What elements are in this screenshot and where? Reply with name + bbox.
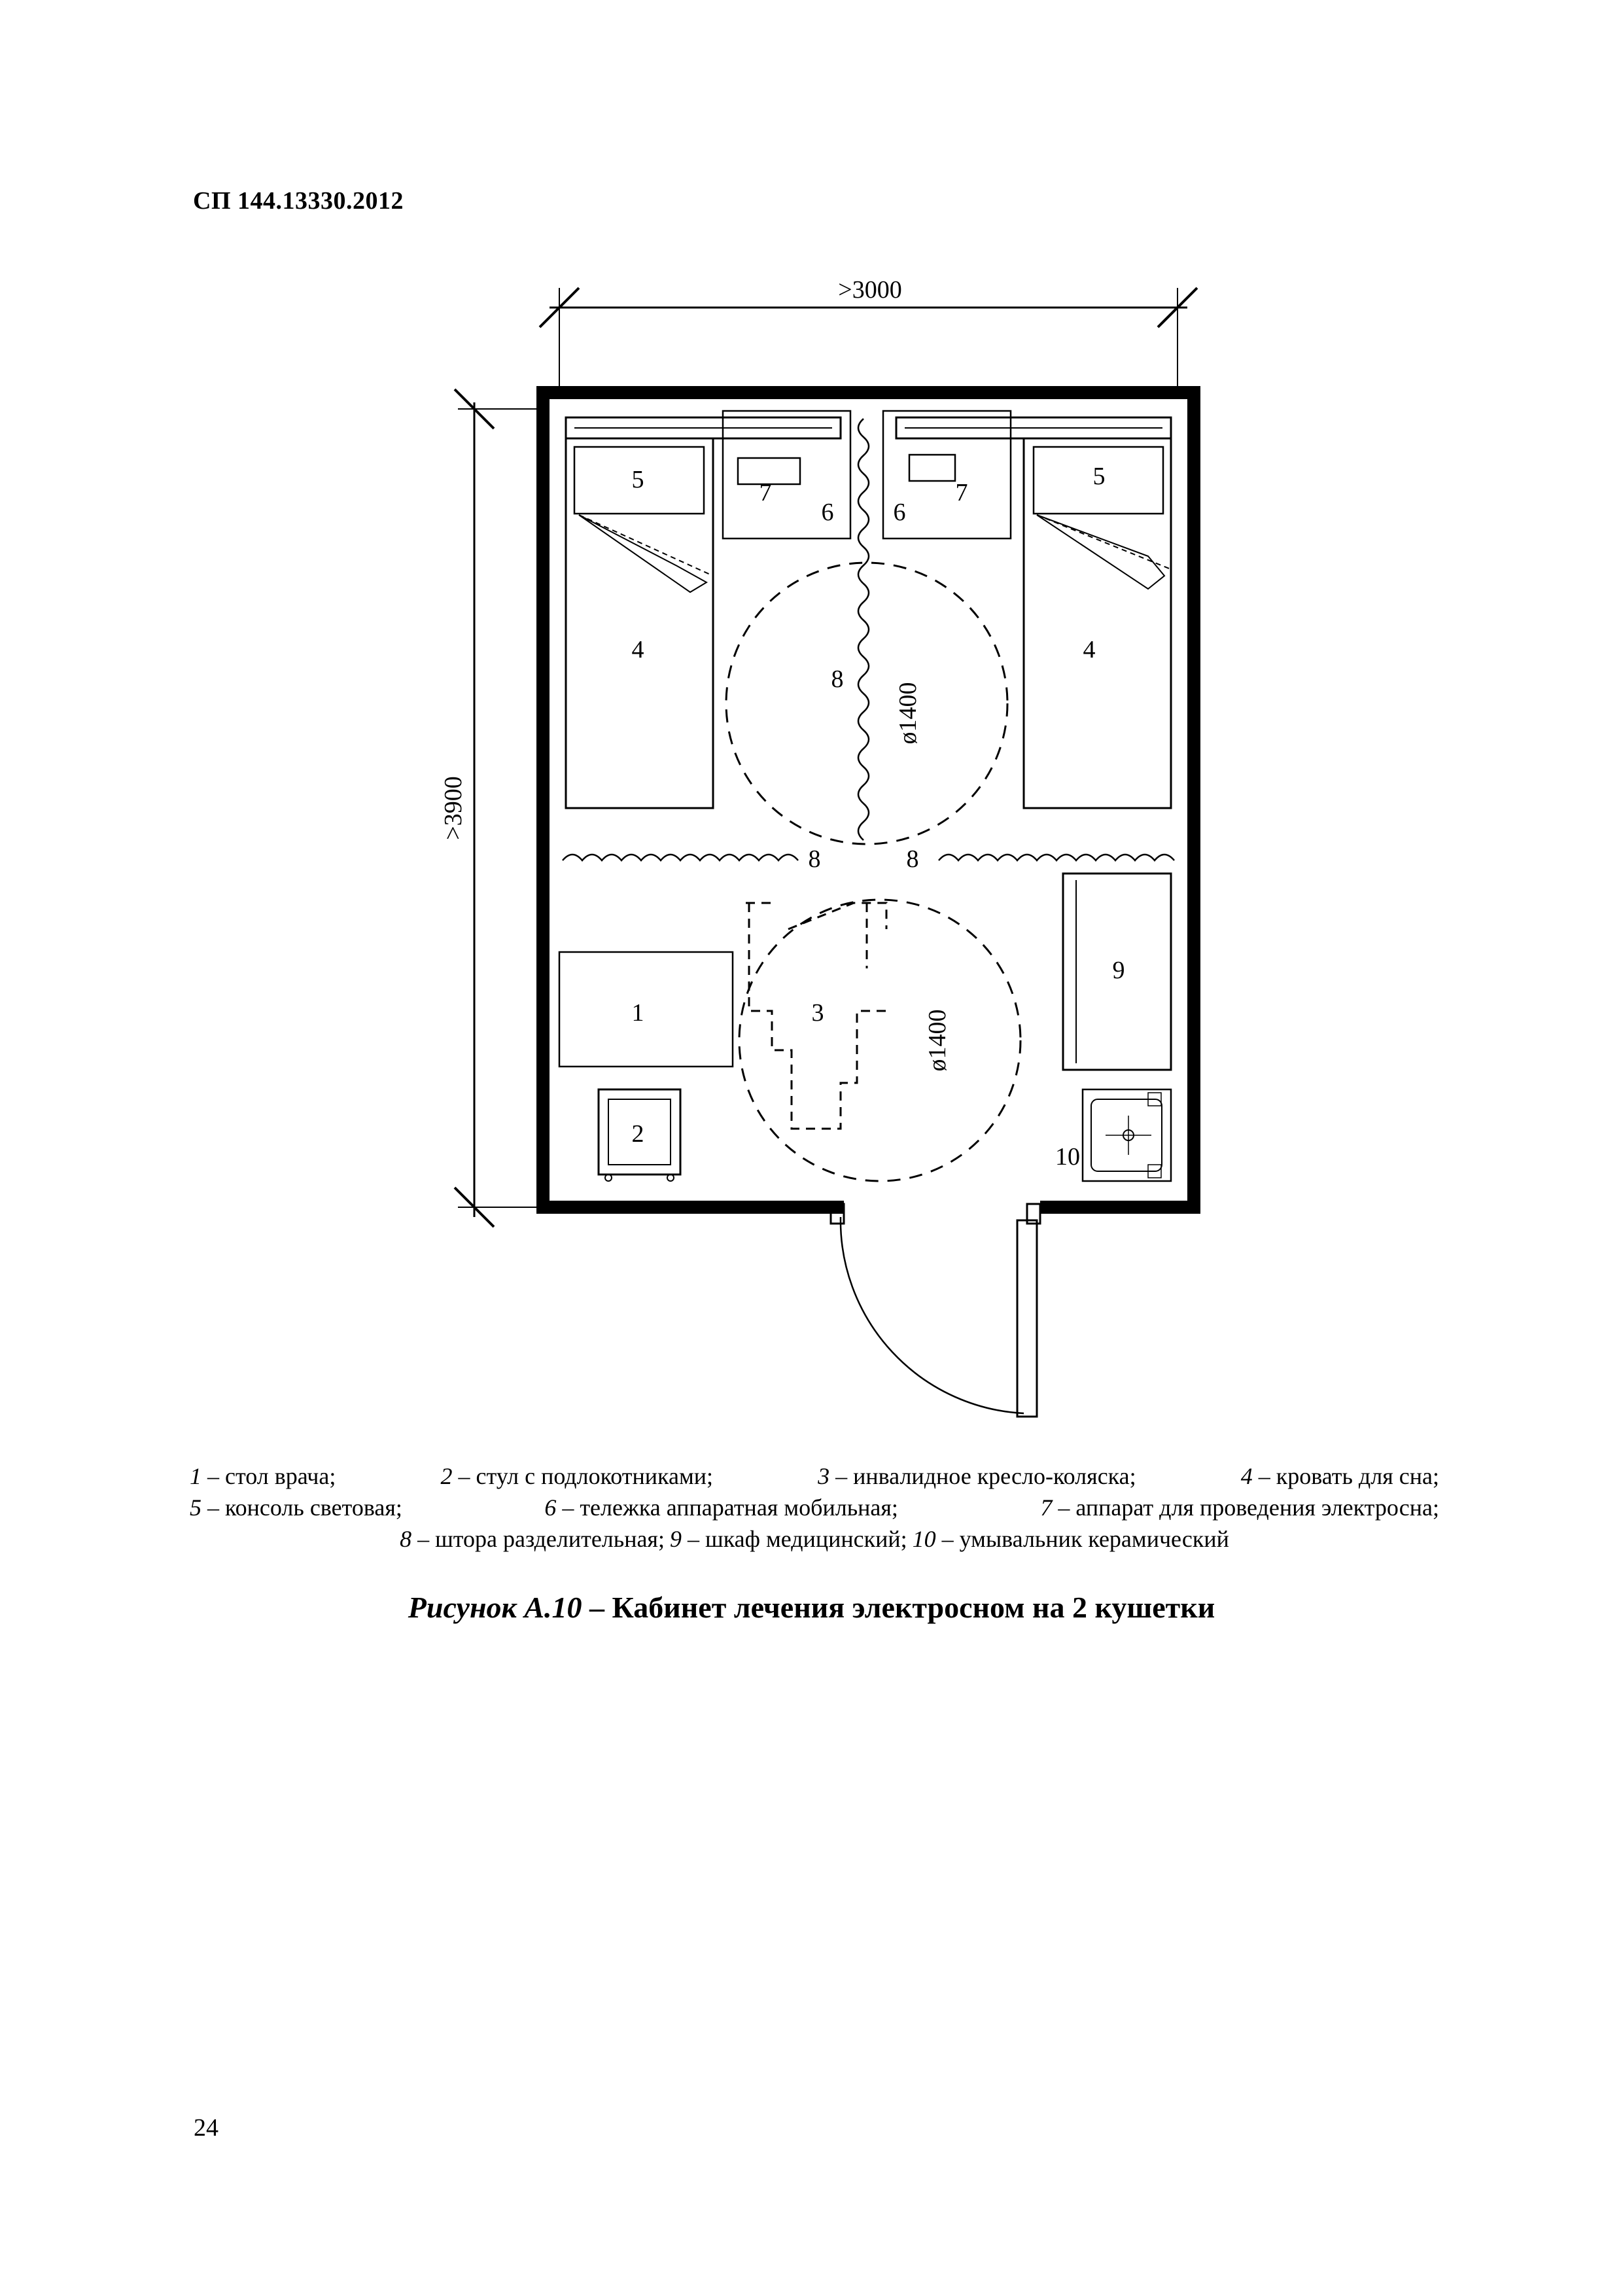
legend-line-3 (190, 1523, 1439, 1555)
figure-caption-label: Рисунок А.10 (408, 1591, 582, 1624)
bed-left (566, 438, 713, 808)
marker-8-left: 8 (808, 845, 821, 873)
figure-caption (0, 1590, 1623, 1625)
doctors-desk (559, 952, 733, 1067)
figure-caption-text: – Кабинет лечения электросном на 2 кушетки (582, 1591, 1215, 1624)
marker-3: 3 (811, 999, 824, 1027)
legend-item: 3 – инвалидное кресло-коляска; (818, 1463, 1136, 1489)
legend-item: 8 – штора разделительная; (400, 1526, 665, 1552)
page-number: 24 (194, 2114, 218, 2142)
height-dimension-label: >3900 (440, 776, 467, 840)
marker-1: 1 (631, 999, 644, 1027)
marker-5-left: 5 (631, 466, 644, 493)
width-dimension (540, 276, 1197, 386)
marker-6-left: 6 (821, 499, 834, 526)
legend-item: 6 – тележка аппаратная мобильная; (544, 1494, 898, 1521)
turning-circle-lower (739, 900, 1021, 1181)
legend-item: 1 – стол врача; (190, 1463, 336, 1489)
turning-circle-upper (726, 563, 1007, 844)
legend-item: 5 – консоль световая; (190, 1494, 402, 1521)
width-dimension-label: >3000 (838, 276, 902, 304)
legend-item: 10 – умывальник керамический (912, 1526, 1229, 1552)
bed-right (1024, 438, 1171, 808)
circle-upper-label: ø1400 (894, 682, 922, 745)
document-header: СП 144.13330.2012 (193, 187, 404, 215)
marker-7-right: 7 (955, 479, 968, 506)
marker-2: 2 (631, 1120, 644, 1148)
marker-4-left: 4 (631, 636, 644, 663)
legend-line-1 (190, 1460, 1439, 1492)
marker-7-left: 7 (759, 479, 772, 506)
marker-10: 10 (1055, 1143, 1080, 1171)
door (841, 1217, 1037, 1417)
marker-9: 9 (1112, 957, 1125, 984)
figure-legend (190, 1460, 1439, 1555)
marker-6-right: 6 (893, 499, 906, 526)
legend-item: 9 – шкаф медицинский; (670, 1526, 907, 1552)
marker-8-vertical: 8 (831, 665, 844, 693)
light-consoles (566, 417, 1171, 438)
marker-5-right: 5 (1092, 463, 1106, 490)
ceramic-sink (1083, 1089, 1171, 1181)
legend-line-2 (190, 1492, 1439, 1523)
marker-4-right: 4 (1083, 636, 1096, 663)
height-dimension (440, 389, 550, 1227)
circle-lower-label: ø1400 (924, 1009, 951, 1072)
legend-item: 2 – стул с подлокотниками; (440, 1463, 713, 1489)
legend-item: 4 – кровать для сна; (1240, 1463, 1439, 1489)
marker-8-right: 8 (906, 845, 919, 873)
legend-item: 7 – аппарат для проведения электросна; (1040, 1494, 1439, 1521)
